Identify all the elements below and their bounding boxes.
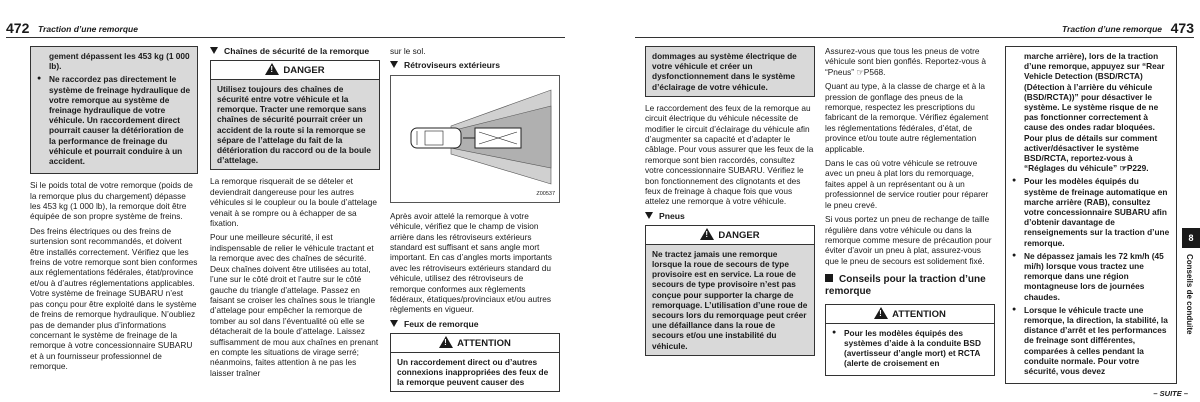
left-page-header: [6, 18, 565, 38]
paragraph: Pour une meilleure sécurité, il est indispensable de relier le véhicule tractant et la remorque avec des chaînes de sécurité. Deux chaînes doivent être utilisées au total, l’une sur le côté droit et l’autre sur le côté gauche du triangle d’attelage. Passez en faisant se croiser les chaînes sous le triangle d’attelage pour empêcher la remorque de tomber au sol dans l’éventualité où elle se détacherait de la boule d’attelage. Laissez suffisamment de mou aux chaînes en prenant en compte les situations de virage serré; néanmoins, faites attention à ne pas les laisser traîner: [210, 232, 379, 378]
subheading: Chaînes de sécurité de la remorque: [210, 46, 380, 56]
figure-code: Z00537: [536, 191, 555, 198]
attention-body: Un raccordement direct ou d’autres connexions inappropriées des feux de la remorque peuvent causer des: [390, 353, 560, 393]
right-column-1: [645, 46, 815, 362]
left-column-3: [390, 46, 560, 398]
mirror-field-of-view-illustration: [391, 76, 559, 202]
danger-body: Ne tractez jamais une remorque lorsque la roue de secours de type provisoire est en service. La roue de secours de type provisoire n’est pas conçue pour supporter la charge de remorquage. L’utilisation d’une roue de secours lors du remorquage peut créer une défaillance dans la roue de secours et/ou une instabilité du véhicule.: [645, 245, 815, 356]
attention-text: marche arrière), lors de la traction d’une remorque, appuyez sur “Rear Vehicle Detection (BSD/RCTA) (Détection à l’arrière du véhicule (BSD/RCTA))” pour désactiver le système. Le système risque de ne pas fonctionner correctement à cause des ondes radar bloquées. Pour plus de détails sur comment activer/désactiver le système BSD/RCTA, reportez-vous à “Réglages du véhicule” ☞P229.: [1024, 51, 1165, 174]
triangle-down-icon: [210, 47, 218, 54]
paragraph: Si vous portez un pneu de rechange de taille régulière dans votre véhicule ou dans la remorque comme mesure de précaution pour éviter d’avoir un pneu à plat, assurez-vous que le pneu de secours est solidement fixé.: [825, 214, 992, 266]
triangle-down-icon: [390, 61, 398, 68]
paragraph: La remorque risquerait de se dételer et deviendrait dangereuse pour les autres véhicules si le coupleur ou la boule d’attelage venait à se rompre ou à échapper de sa fixation.: [210, 176, 377, 229]
attention-bullet: ● Ne dépassez jamais les 72 km/h (45 mi/h) lorsque vous tractez une remorque dans une région montagneuse lors de journées chaudes.: [1012, 251, 1170, 302]
triangle-down-icon: [645, 212, 653, 219]
warning-triangle-icon: !: [874, 307, 888, 319]
warning-bullet: ● Ne raccordez pas directement le système de freinage hydraulique de votre remorque au système de freinage hydraulique de votre véhicule. Un raccordement direct pourrait causer la détérioration de la performance de freinage du véhicule et pourrait conduire à un accident.: [37, 74, 191, 166]
warning-box-continued: [30, 46, 198, 174]
attention-bullet: ● Pour les modèles équipés du système de freinage automatique en marche arrière (RAB), consultez votre concessionnaire SUBARU afin d’obtenir davantage de renseignements sur la traction d’une remorque.: [1012, 176, 1170, 247]
danger-header: ! DANGER: [645, 225, 815, 244]
danger-body: Utilisez toujours des chaînes de sécurité entre votre véhicule et la remorque. Tracter une remorque sans chaînes de sécurité pourrait créer un accident de la route si la remorque se sépare de l’attelage du fait de la détérioration du raccord ou de la boule d’attelage.: [210, 80, 380, 171]
attention-bullet: ● Lorsque le véhicule tracte une remorque, la direction, la stabilité, la distance d’arrêt et les performances de freinage sont différentes, comparées à celles pendant la conduite normale. Pour votre sécurité, vous devez: [1012, 305, 1170, 376]
mirror-view-figure: [390, 75, 560, 203]
danger-box-continued: dommages au système électrique de votre véhicule et créer un dysfonctionnement dans le système d’éclairage de votre véhicule.: [645, 46, 815, 97]
continued-label: – SUITE –: [1153, 389, 1188, 398]
left-column-2: [210, 46, 380, 382]
paragraph: sur le sol.: [390, 46, 426, 56]
paragraph: Assurez-vous que tous les pneus de votre véhicule sont bien gonflés. Reportez-vous à “Pneus” ☞P568.: [825, 46, 986, 77]
paragraph: Après avoir attelé la remorque à votre véhicule, vérifiez que le champ de vision arrière dans les rétroviseurs extérieurs standard est suffisant et sans angle mort important. En cas d’angles morts importants avec les rétroviseurs extérieurs standard du véhicule, utilisez des rétroviseurs de remorque conformes aux règlements fédéraux, étatiques/provinciaux et/ou autres règlements en vigueur.: [390, 210, 552, 315]
attention-header: ! ATTENTION: [825, 304, 995, 323]
attention-bullet: ● Pour les modèles équipés des systèmes d’aide à la conduite BSD (avertisseur d’angle mort) et RCTA (alerte de croisement en: [832, 328, 988, 369]
attention-header: ! ATTENTION: [390, 333, 560, 352]
paragraph: Si le poids total de votre remorque (poids de la remorque plus du chargement) dépasse les 453 kg (1 000 lb), la remorque doit être équipée de son propre système de freins.: [30, 180, 193, 222]
page-number: 473: [1170, 20, 1194, 36]
paragraph: Dans le cas où votre véhicule se retrouve avec un pneu à plat lors du remorquage, faites appel à un représentant ou à un professionnel de service routier pour réparer le pneu crevé.: [825, 158, 989, 210]
danger-header: ! DANGER: [210, 60, 380, 79]
left-page: [0, 0, 575, 402]
subheading: Feux de remorque: [390, 319, 560, 329]
right-page-header: [635, 18, 1194, 38]
attention-box-continued: [1005, 46, 1177, 384]
paragraph: Le raccordement des feux de la remorque au circuit électrique du véhicule nécessite de modifier le circuit d’éclairage du véhicule afin d’augmenter sa capacité et d’adapter le câblage. Pour vous assurer que les feux de la remorque sont bien raccordés, consultez votre concessionnaire SUBARU. Vérifiez le bon fonctionnement des clignotants et des feux de freinage à chaque fois que vous attelez une remorque à votre véhicule.: [645, 102, 814, 207]
warning-triangle-icon: !: [265, 63, 279, 75]
warning-triangle-icon: !: [439, 336, 453, 348]
warning-text: gement dépassent les 453 kg (1 000 lb).: [49, 51, 190, 72]
triangle-down-icon: [390, 320, 398, 327]
right-column-3: [1005, 46, 1177, 390]
page-title: Traction d’une remorque: [38, 24, 138, 34]
left-column-1: [30, 46, 198, 376]
right-page: [625, 0, 1200, 402]
page-number: 472: [6, 20, 30, 36]
page-gutter: [575, 0, 625, 402]
section-heading: Conseils pour la traction d’une remorque: [825, 274, 986, 298]
chapter-tab: 8: [1182, 228, 1200, 248]
square-bullet-icon: [825, 274, 833, 282]
subheading: Rétroviseurs extérieurs: [390, 60, 560, 70]
warning-triangle-icon: !: [700, 228, 714, 240]
subheading: Pneus: [645, 211, 815, 221]
right-column-2: [825, 46, 995, 382]
page-title: Traction d’une remorque: [1062, 24, 1162, 34]
paragraph: Des freins électriques ou des freins de surtension sont recommandés, et doivent être installés correctement. Vérifiez que les freins de votre remorque sont bien conformes aux réglementations fédérales, état/province et/ou à d’autres réglementations applicables. Votre système de freinage SUBARU n’est pas conçu pour être exploité dans le système de freins de remorque hydraulique. N’oubliez pas de demander plus d’informations concernant le système de freinage de la remorque à votre concessionnaire SUBARU et à un fournisseur professionnel de remorque.: [30, 225, 198, 372]
paragraph: Quant au type, à la classe de charge et à la pression de gonflage des pneus de la remorque, respectez les prescriptions du fabricant de la remorque. Vérifiez également les réglementations fédérales, d’état, de province et/ou toute autre réglementation applicable.: [825, 81, 989, 154]
attention-body: [825, 324, 995, 377]
chapter-label: Conseils de conduite: [1185, 254, 1194, 335]
